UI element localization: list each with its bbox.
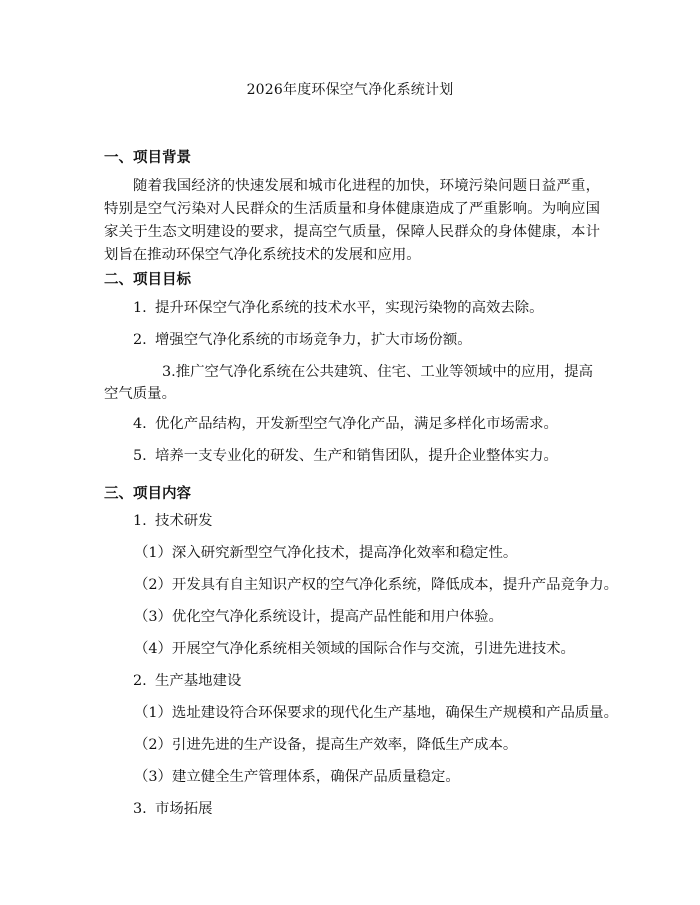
list-item bbox=[104, 297, 600, 319]
subsection-title: 市场拓展 bbox=[155, 801, 213, 817]
section-heading-goals: 二、项目目标 bbox=[104, 272, 191, 288]
list-item: （2）开发具有自主知识产权的空气净化系统，降低成本，提升产品竞争力。 bbox=[134, 577, 619, 593]
list-item-number: 4. bbox=[133, 416, 147, 432]
list-item-number: 3. bbox=[162, 364, 176, 380]
list-item: （3）优化空气净化系统设计，提高产品性能和用户体验。 bbox=[134, 609, 503, 625]
list-item-text: 培养一支专业化的研发、生产和销售团队，提升企业整体实力。 bbox=[155, 448, 558, 464]
subsection-heading bbox=[104, 510, 600, 532]
subsection-heading bbox=[104, 670, 600, 692]
list-item bbox=[104, 361, 600, 405]
subsection-title: 技术研发 bbox=[155, 513, 213, 529]
list-item-number: 5. bbox=[133, 448, 147, 464]
list-item-text: 推广空气净化系统在公共建筑、住宅、工业等领域中的应用，提高空气质量。 bbox=[104, 364, 594, 402]
background-paragraph: 随着我国经济的快速发展和城市化进程的加快，环境污染问题日益严重，特别是空气污染对人民群众的生活质量和身体健康造成了严重影响。为响应国家关于生态文明建设的要求，提高空气质量，保障人民群众的身体健康，本计划旨在推动环保空气净化系统技术的发展和应用。 bbox=[104, 178, 600, 263]
subsection-number: 2. bbox=[133, 673, 147, 689]
list-item: （2）引进先进的生产设备，提高生产效率，降低生产成本。 bbox=[134, 737, 518, 753]
section-heading-background: 一、项目背景 bbox=[104, 150, 191, 166]
document-title: 2026年度环保空气净化系统计划 bbox=[246, 82, 454, 98]
subsection-number: 1. bbox=[133, 513, 147, 529]
list-item bbox=[104, 329, 600, 351]
list-item bbox=[104, 413, 600, 435]
list-item: （3）建立健全生产管理体系，确保产品质量稳定。 bbox=[134, 769, 460, 785]
subsection-number: 3. bbox=[133, 801, 147, 817]
list-item-number: 1. bbox=[133, 300, 147, 316]
list-item: （4）开展空气净化系统相关领域的国际合作与交流，引进先进技术。 bbox=[134, 641, 575, 657]
section-heading-content: 三、项目内容 bbox=[104, 486, 191, 502]
subsection-heading bbox=[104, 798, 600, 820]
list-item-text: 优化产品结构，开发新型空气净化产品，满足多样化市场需求。 bbox=[155, 416, 558, 432]
list-item: （1）深入研究新型空气净化技术，提高净化效率和稳定性。 bbox=[134, 545, 518, 561]
subsection-title: 生产基地建设 bbox=[155, 673, 242, 689]
list-item bbox=[104, 445, 600, 467]
list-item-text: 增强空气净化系统的市场竞争力，扩大市场份额。 bbox=[155, 332, 472, 348]
list-item-number: 2. bbox=[133, 332, 147, 348]
list-item: （1）选址建设符合环保要求的现代化生产基地，确保生产规模和产品质量。 bbox=[134, 705, 619, 721]
list-item-text: 提升环保空气净化系统的技术水平，实现污染物的高效去除。 bbox=[155, 300, 544, 316]
